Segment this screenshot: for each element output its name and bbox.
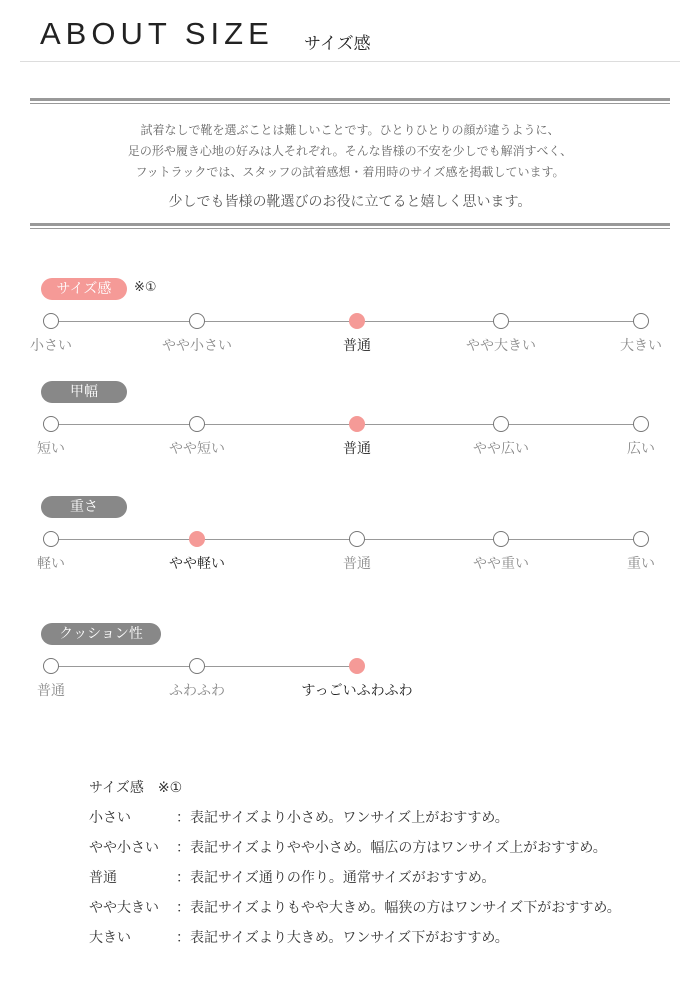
scale-dot — [633, 313, 649, 329]
scale-option-label: 普通 — [343, 441, 371, 457]
scale-option-label: 小さい — [30, 338, 72, 354]
scale-dot-selected — [349, 658, 365, 674]
legend-term: やや大きい — [89, 900, 159, 916]
scale-option-label: 普通 — [37, 683, 65, 699]
scale-option-label: やや小さい — [162, 338, 232, 354]
scale-option-label: ふわふわ — [169, 683, 225, 699]
scale-dot — [189, 313, 205, 329]
scale-dot — [493, 313, 509, 329]
scale-dot — [43, 531, 59, 547]
legend-term: 小さい — [89, 810, 131, 826]
scale-option-label: すっごいふわふわ — [301, 683, 413, 699]
scale-dot-selected — [189, 531, 205, 547]
intro-box — [30, 98, 670, 232]
scale-dot — [493, 416, 509, 432]
legend-desc: ：表記サイズよりやや小さめ。幅広の方はワンサイズ上がおすすめ。 — [176, 840, 607, 856]
scale-option-label: やや短い — [169, 441, 225, 457]
scale-dot — [189, 416, 205, 432]
scale-dot — [493, 531, 509, 547]
scale-dot — [43, 313, 59, 329]
legend-term: 普通 — [89, 870, 117, 886]
legend-desc: ：表記サイズより大きめ。ワンサイズ下がおすすめ。 — [176, 930, 509, 946]
scale-dot — [43, 658, 59, 674]
intro-line: フットラックでは、スタッフの試着感想・着用時のサイズ感を掲載しています。 — [135, 165, 565, 179]
scale-label-pill: サイズ感 — [41, 278, 127, 300]
intro-top-rule — [30, 98, 670, 104]
scale-option-label: 短い — [37, 441, 65, 457]
legend-desc: ：表記サイズより小さめ。ワンサイズ上がおすすめ。 — [176, 810, 509, 826]
scale-track — [51, 539, 641, 540]
scale-dot-selected — [349, 313, 365, 329]
legend-title: サイズ感 ※① — [89, 780, 183, 796]
intro-closing: 少しでも皆様の靴選びのお役に立てると嬉しく思います。 — [168, 194, 532, 210]
scale-label-pill: 甲幅 — [41, 381, 127, 403]
scale-option-label: 普通 — [343, 556, 371, 572]
scale-option-label: 重い — [627, 556, 655, 572]
page-subtitle: サイズ感 — [304, 34, 371, 54]
header-divider — [20, 61, 680, 62]
intro-bottom-rule — [30, 223, 670, 229]
scale-option-label: やや広い — [473, 441, 529, 457]
scale-option-label: 大きい — [620, 338, 662, 354]
legend-term: やや小さい — [89, 840, 159, 856]
scale-dot — [43, 416, 59, 432]
scale-option-label: やや軽い — [169, 556, 225, 572]
scale-option-label: やや大きい — [466, 338, 536, 354]
scale-dot — [189, 658, 205, 674]
scale-option-label: 広い — [627, 441, 655, 457]
legend-term: 大きい — [89, 930, 131, 946]
scale-track — [51, 321, 641, 322]
scale-option-label: 軽い — [37, 556, 65, 572]
legend-desc: ：表記サイズよりもやや大きめ。幅狭の方はワンサイズ下がおすすめ。 — [176, 900, 621, 916]
scale-dot — [633, 416, 649, 432]
scale-note: ※① — [134, 280, 157, 295]
scale-dot — [633, 531, 649, 547]
page-title: ABOUT SIZE — [40, 16, 274, 51]
scale-label-pill: クッション性 — [41, 623, 161, 645]
scale-label-pill: 重さ — [41, 496, 127, 518]
scale-dot-selected — [349, 416, 365, 432]
scale-option-label: やや重い — [473, 556, 529, 572]
intro-line: 足の形や履き心地の好みは人それぞれ。そんな皆様の不安を少しでも解消すべく、 — [127, 144, 573, 158]
intro-line: 試着なしで靴を選ぶことは難しいことです。ひとりひとりの顔が違うように、 — [140, 123, 560, 137]
intro-text — [30, 120, 670, 183]
scale-option-label: 普通 — [343, 338, 371, 354]
scale-track — [51, 424, 641, 425]
legend-desc: ：表記サイズ通りの作り。通常サイズがおすすめ。 — [176, 870, 496, 886]
scale-dot — [349, 531, 365, 547]
